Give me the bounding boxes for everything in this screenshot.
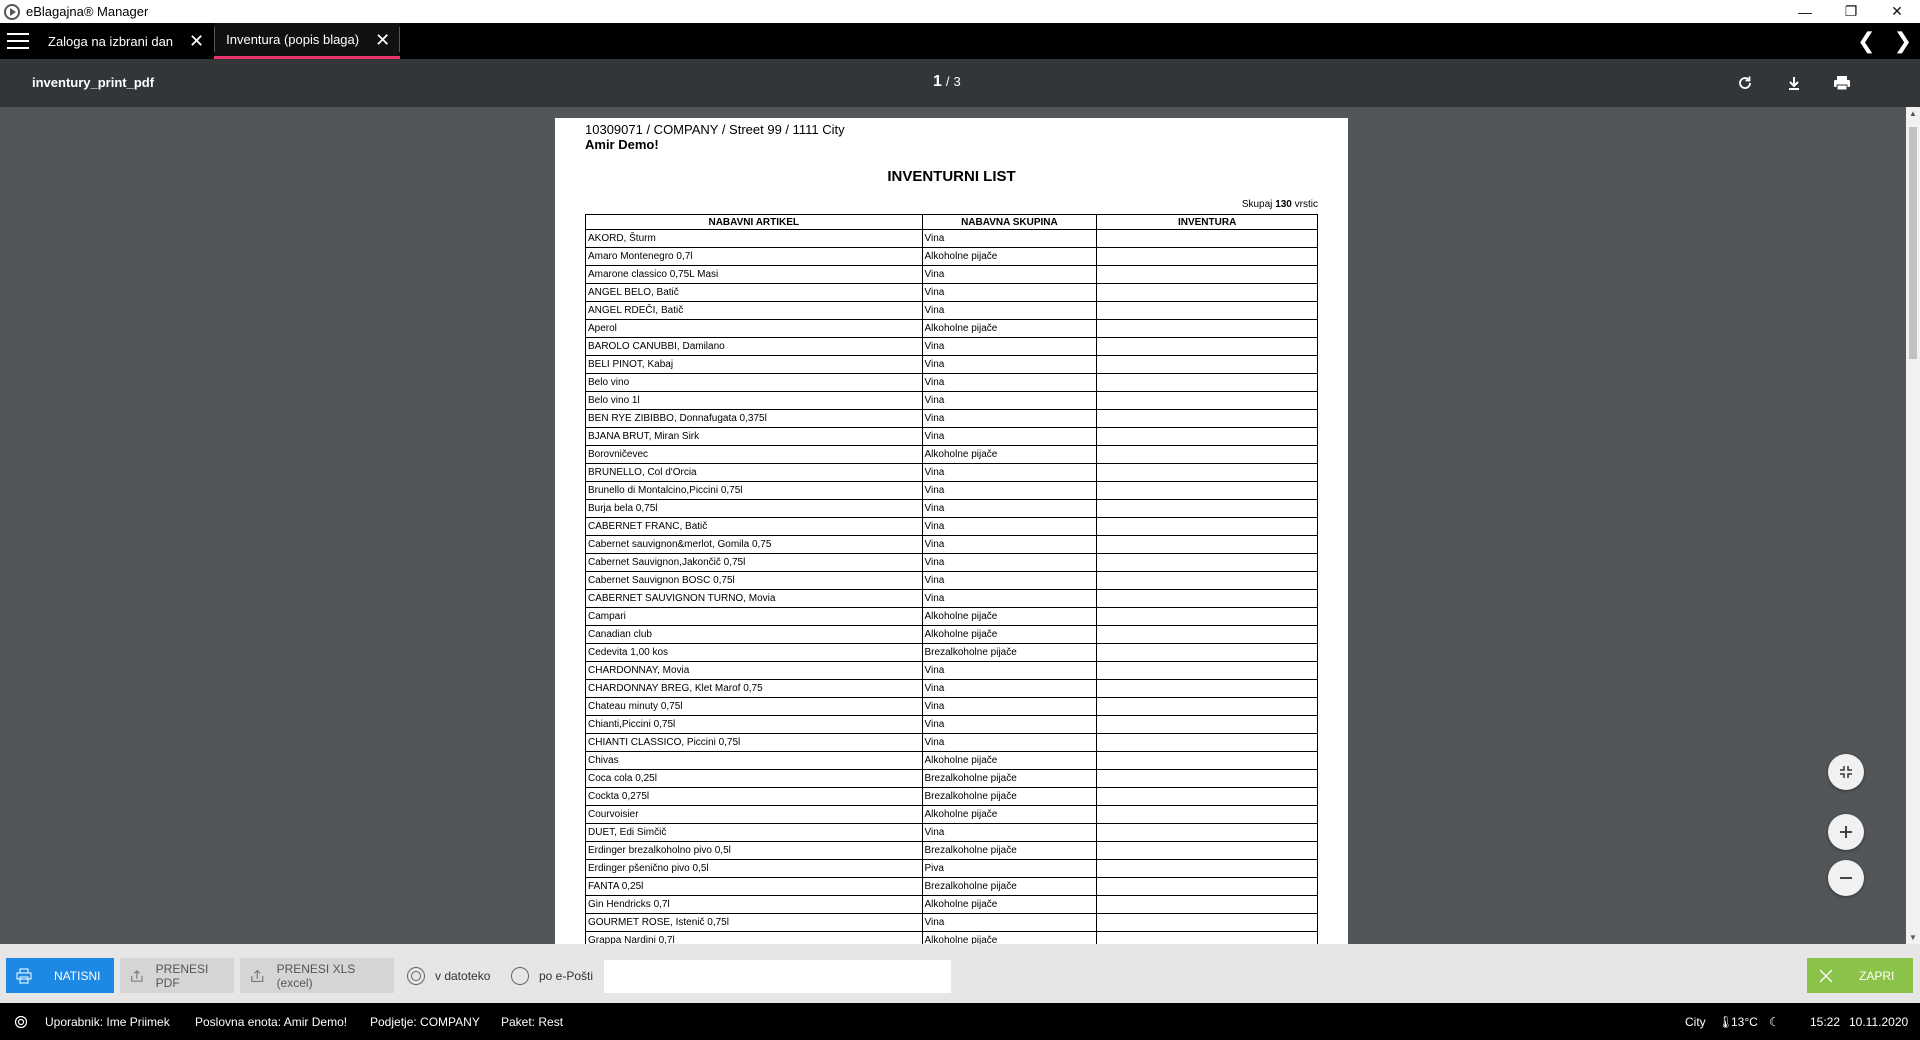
cell-inventory xyxy=(1097,284,1318,302)
count-value: 130 xyxy=(1275,199,1292,210)
cell-article: Cockta 0,275l xyxy=(586,788,923,806)
cell-article: Cedevita 1,00 kos xyxy=(586,644,923,662)
table-row xyxy=(586,716,1318,734)
cell-group: Vina xyxy=(922,698,1097,716)
pdf-viewer[interactable] xyxy=(0,107,1920,944)
status-company: Podjetje: COMPANY xyxy=(370,1015,480,1029)
close-icon[interactable]: ✕ xyxy=(375,29,391,50)
cell-inventory xyxy=(1097,662,1318,680)
cell-inventory xyxy=(1097,554,1318,572)
cell-group: Alkoholne pijače xyxy=(922,752,1097,770)
cell-group: Vina xyxy=(922,482,1097,500)
vertical-scrollbar[interactable] xyxy=(1906,107,1920,944)
cell-group: Vina xyxy=(922,284,1097,302)
window-title: eBlagajna® Manager xyxy=(26,4,149,19)
cell-inventory xyxy=(1097,302,1318,320)
pdf-page xyxy=(555,118,1348,944)
status-city: City xyxy=(1685,1015,1706,1029)
cell-article: Chivas xyxy=(586,752,923,770)
download-xls-button[interactable] xyxy=(240,958,394,993)
cell-article: CABERNET SAUVIGNON TURNO, Movia xyxy=(586,590,923,608)
cell-article: GOURMET ROSE, Istenič 0,75l xyxy=(586,914,923,932)
cell-group: Vina xyxy=(922,230,1097,248)
cell-article: CHARDONNAY, Movia xyxy=(586,662,923,680)
table-row xyxy=(586,464,1318,482)
cell-article: CABERNET FRANC, Batič xyxy=(586,518,923,536)
table-row xyxy=(586,518,1318,536)
cell-inventory xyxy=(1097,590,1318,608)
cell-group: Vina xyxy=(922,680,1097,698)
download-pdf-label: PRENESI PDF xyxy=(155,961,209,990)
cell-article: Gin Hendricks 0,7l xyxy=(586,896,923,914)
cell-group: Vina xyxy=(922,662,1097,680)
table-row xyxy=(586,482,1318,500)
pdf-filename: inventury_print_pdf xyxy=(32,75,155,90)
cell-inventory xyxy=(1097,824,1318,842)
cell-article: Grappa Nardini 0,7l xyxy=(586,932,923,945)
download-icon[interactable] xyxy=(1782,71,1806,95)
table-row xyxy=(586,248,1318,266)
cell-group: Alkoholne pijače xyxy=(922,446,1097,464)
zoom-out-icon[interactable] xyxy=(1828,860,1864,896)
cell-group: Brezalkoholne pijače xyxy=(922,788,1097,806)
cell-article: Erdinger brezalkoholno pivo 0,5l xyxy=(586,842,923,860)
table-row xyxy=(586,302,1318,320)
business-unit-header: Amir Demo! xyxy=(585,137,659,152)
tab-label: Inventura (popis blaga) xyxy=(226,32,360,47)
tab-stock-on-date[interactable] xyxy=(36,23,214,59)
fit-page-icon[interactable] xyxy=(1828,754,1864,790)
cell-article: BELI PINOT, Kabaj xyxy=(586,356,923,374)
cell-inventory xyxy=(1097,644,1318,662)
cell-article: Campari xyxy=(586,608,923,626)
table-row xyxy=(586,770,1318,788)
table-row xyxy=(586,608,1318,626)
upload-icon xyxy=(130,968,144,984)
inventory-table xyxy=(585,214,1318,944)
to-file-label: v datoteko xyxy=(435,968,491,983)
tab-navigation xyxy=(1857,23,1912,59)
cell-article: BEN RYE ZIBIBBO, Donnafugata 0,375l xyxy=(586,410,923,428)
cell-article: Courvoisier xyxy=(586,806,923,824)
cell-group: Vina xyxy=(922,734,1097,752)
table-row xyxy=(586,860,1318,878)
table-row xyxy=(586,788,1318,806)
cell-inventory xyxy=(1097,374,1318,392)
cell-group: Vina xyxy=(922,338,1097,356)
cell-group: Vina xyxy=(922,500,1097,518)
cell-group: Alkoholne pijače xyxy=(922,626,1097,644)
cell-article: Belo vino 1l xyxy=(586,392,923,410)
cell-inventory xyxy=(1097,932,1318,945)
cell-group: Brezalkoholne pijače xyxy=(922,644,1097,662)
rotate-icon[interactable] xyxy=(1733,71,1757,95)
cell-inventory xyxy=(1097,446,1318,464)
email-input[interactable] xyxy=(604,960,951,993)
cell-article: Brunello di Montalcino,Piccini 0,75l xyxy=(586,482,923,500)
cell-group: Vina xyxy=(922,914,1097,932)
cell-inventory xyxy=(1097,860,1318,878)
cell-inventory xyxy=(1097,464,1318,482)
cell-group: Brezalkoholne pijače xyxy=(922,878,1097,896)
cell-inventory xyxy=(1097,338,1318,356)
status-package: Paket: Rest xyxy=(501,1015,564,1029)
table-row xyxy=(586,626,1318,644)
table-row xyxy=(586,446,1318,464)
status-time: 15:22 xyxy=(1810,1015,1841,1029)
cell-inventory xyxy=(1097,266,1318,284)
cell-inventory xyxy=(1097,680,1318,698)
total-pages: 3 xyxy=(953,74,961,89)
cell-article: Belo vino xyxy=(586,374,923,392)
cell-group: Vina xyxy=(922,392,1097,410)
status-business-unit: Poslovna enota: Amir Demo! xyxy=(195,1015,348,1029)
table-row xyxy=(586,500,1318,518)
cell-inventory xyxy=(1097,734,1318,752)
cell-inventory xyxy=(1097,248,1318,266)
cell-article: Cabernet Sauvignon,Jakončič 0,75l xyxy=(586,554,923,572)
cell-article: Erdinger pšenično pivo 0,5l xyxy=(586,860,923,878)
close-label: ZAPRI xyxy=(1859,968,1895,983)
table-row xyxy=(586,914,1318,932)
table-row xyxy=(586,752,1318,770)
cell-group: Vina xyxy=(922,374,1097,392)
cell-inventory xyxy=(1097,878,1318,896)
cell-article: Borovničevec xyxy=(586,446,923,464)
cell-article: Amaro Montenegro 0,7l xyxy=(586,248,923,266)
current-page[interactable]: 1 xyxy=(933,73,942,90)
restore-button[interactable]: ❐ xyxy=(1844,3,1858,19)
cell-article: Cabernet Sauvignon BOSC 0,75l xyxy=(586,572,923,590)
cell-inventory xyxy=(1097,698,1318,716)
close-button[interactable] xyxy=(1807,958,1913,993)
table-row xyxy=(586,824,1318,842)
tab-label: Zaloga na izbrani dan xyxy=(48,33,174,49)
status-date: 10.11.2020 xyxy=(1849,1015,1909,1029)
column-header-article: NABAVNI ARTIKEL xyxy=(586,215,923,230)
close-icon xyxy=(1819,969,1833,983)
cell-article: Coca cola 0,25l xyxy=(586,770,923,788)
table-row xyxy=(586,338,1318,356)
menu-icon[interactable] xyxy=(0,23,36,59)
cell-article: ANGEL BELO, Batič xyxy=(586,284,923,302)
radio-to-file[interactable] xyxy=(407,958,490,993)
table-row xyxy=(586,284,1318,302)
cell-inventory xyxy=(1097,518,1318,536)
table-row xyxy=(586,572,1318,590)
cell-inventory xyxy=(1097,914,1318,932)
cell-inventory xyxy=(1097,536,1318,554)
pdf-toolbar xyxy=(0,59,1920,107)
cell-article: Amarone classico 0,75L Masi xyxy=(586,266,923,284)
cell-article: Chianti,Piccini 0,75l xyxy=(586,716,923,734)
cell-article: AKORD, Šturm xyxy=(586,230,923,248)
scrollbar-thumb[interactable] xyxy=(1909,127,1917,359)
table-row xyxy=(586,806,1318,824)
cell-article: ANGEL RDEČI, Batič xyxy=(586,302,923,320)
chevron-left-icon[interactable]: ❮ xyxy=(1857,28,1876,53)
cell-group: Alkoholne pijače xyxy=(922,320,1097,338)
table-row xyxy=(586,554,1318,572)
close-icon[interactable]: ✕ xyxy=(189,31,205,51)
close-window-button[interactable]: ✕ xyxy=(1891,3,1903,19)
table-row xyxy=(586,734,1318,752)
cell-group: Alkoholne pijače xyxy=(922,806,1097,824)
table-row xyxy=(586,230,1318,248)
chevron-right-icon[interactable]: ❯ xyxy=(1893,28,1912,53)
tab-inventory[interactable] xyxy=(214,23,400,59)
table-row xyxy=(586,536,1318,554)
app-logo-icon xyxy=(4,4,20,20)
count-prefix: Skupaj xyxy=(1241,199,1273,210)
table-row xyxy=(586,896,1318,914)
scroll-down-icon[interactable]: ▼ xyxy=(1909,933,1917,942)
cell-group: Brezalkoholne pijače xyxy=(922,842,1097,860)
cell-group: Vina xyxy=(922,518,1097,536)
cell-article: Chateau minuty 0,75l xyxy=(586,698,923,716)
table-row xyxy=(586,698,1318,716)
status-temperature: 13°C xyxy=(1731,1015,1758,1029)
cell-article: BJANA BRUT, Miran Sirk xyxy=(586,428,923,446)
document-title: INVENTURNI LIST xyxy=(887,168,1016,185)
by-email-label: po e-Pošti xyxy=(539,968,594,983)
radio-unselected-icon[interactable] xyxy=(511,967,529,985)
count-suffix: vrstic xyxy=(1294,199,1318,210)
table-row xyxy=(586,644,1318,662)
cell-group: Vina xyxy=(922,572,1097,590)
cell-group: Vina xyxy=(922,590,1097,608)
cell-article: Cabernet sauvignon&merlot, Gomila 0,75 xyxy=(586,536,923,554)
cell-inventory xyxy=(1097,428,1318,446)
table-row xyxy=(586,320,1318,338)
cell-article: Canadian club xyxy=(586,626,923,644)
radio-by-email[interactable] xyxy=(511,958,593,993)
column-header-group: NABAVNA SKUPINA xyxy=(922,215,1097,230)
download-xls-label: PRENESI XLS (excel) xyxy=(276,961,356,990)
cell-group: Vina xyxy=(922,428,1097,446)
page-indicator xyxy=(933,73,961,91)
cell-inventory xyxy=(1097,392,1318,410)
status-user: Uporabnik: Ime Priimek xyxy=(45,1015,170,1029)
cell-group: Alkoholne pijače xyxy=(922,248,1097,266)
minimize-button[interactable]: — xyxy=(1798,3,1812,20)
zoom-in-icon[interactable] xyxy=(1828,814,1864,850)
table-header-row xyxy=(586,215,1318,230)
cell-article: CHIANTI CLASSICO, Piccini 0,75l xyxy=(586,734,923,752)
cell-group: Vina xyxy=(922,302,1097,320)
cell-group: Vina xyxy=(922,536,1097,554)
table-row xyxy=(586,392,1318,410)
print-icon xyxy=(16,968,32,984)
print-label: NATISNI xyxy=(54,968,101,983)
table-row xyxy=(586,374,1318,392)
cell-inventory xyxy=(1097,608,1318,626)
settings-icon[interactable] xyxy=(14,1015,28,1029)
status-bar xyxy=(0,1003,1920,1040)
moon-icon: ☾ xyxy=(1769,1015,1780,1029)
cell-inventory xyxy=(1097,482,1318,500)
cell-group: Alkoholne pijače xyxy=(922,896,1097,914)
cell-article: DUET, Edi Simčič xyxy=(586,824,923,842)
cell-inventory xyxy=(1097,356,1318,374)
table-row xyxy=(586,590,1318,608)
cell-inventory xyxy=(1097,410,1318,428)
window-controls xyxy=(1782,0,1920,23)
cell-group: Vina xyxy=(922,824,1097,842)
table-row xyxy=(586,932,1318,945)
cell-group: Vina xyxy=(922,356,1097,374)
cell-article: Aperol xyxy=(586,320,923,338)
row-count xyxy=(585,199,1318,210)
table-row xyxy=(586,842,1318,860)
company-header: 10309071 / COMPANY / Street 99 / 1111 City xyxy=(585,122,845,137)
cell-inventory xyxy=(1097,320,1318,338)
table-row xyxy=(586,266,1318,284)
table-row xyxy=(586,680,1318,698)
download-pdf-button[interactable] xyxy=(120,958,234,993)
cell-article: FANTA 0,25l xyxy=(586,878,923,896)
cell-inventory xyxy=(1097,842,1318,860)
table-row xyxy=(586,410,1318,428)
cell-inventory xyxy=(1097,626,1318,644)
thermometer-icon: 🌡 xyxy=(1718,1015,1734,1029)
tab-bar xyxy=(0,23,1920,59)
cell-group: Vina xyxy=(922,716,1097,734)
cell-group: Brezalkoholne pijače xyxy=(922,770,1097,788)
table-row xyxy=(586,428,1318,446)
cell-group: Vina xyxy=(922,464,1097,482)
cell-inventory xyxy=(1097,896,1318,914)
scroll-up-icon[interactable]: ▲ xyxy=(1909,109,1917,118)
table-row xyxy=(586,356,1318,374)
cell-group: Alkoholne pijače xyxy=(922,608,1097,626)
cell-inventory xyxy=(1097,230,1318,248)
cell-group: Alkoholne pijače xyxy=(922,932,1097,945)
column-header-inventory: INVENTURA xyxy=(1097,215,1318,230)
cell-article: Burja bela 0,75l xyxy=(586,500,923,518)
cell-inventory xyxy=(1097,500,1318,518)
table-row xyxy=(586,878,1318,896)
cell-group: Vina xyxy=(922,410,1097,428)
page-separator: / xyxy=(945,74,950,89)
cell-inventory xyxy=(1097,770,1318,788)
cell-inventory xyxy=(1097,716,1318,734)
action-bar xyxy=(0,944,1920,1003)
cell-article: CHARDONNAY BREG, Klet Marof 0,75 xyxy=(586,680,923,698)
cell-inventory xyxy=(1097,572,1318,590)
cell-inventory xyxy=(1097,788,1318,806)
print-button[interactable] xyxy=(6,958,114,993)
cell-inventory xyxy=(1097,752,1318,770)
cell-article: BRUNELLO, Col d'Orcia xyxy=(586,464,923,482)
cell-article: BAROLO CANUBBI, Damilano xyxy=(586,338,923,356)
cell-group: Piva xyxy=(922,860,1097,878)
cell-group: Vina xyxy=(922,554,1097,572)
window-titlebar xyxy=(0,0,1920,23)
cell-group: Vina xyxy=(922,266,1097,284)
radio-selected-icon[interactable] xyxy=(407,967,425,985)
cell-inventory xyxy=(1097,806,1318,824)
table-row xyxy=(586,662,1318,680)
print-icon[interactable] xyxy=(1830,71,1854,95)
upload-icon xyxy=(250,968,265,984)
